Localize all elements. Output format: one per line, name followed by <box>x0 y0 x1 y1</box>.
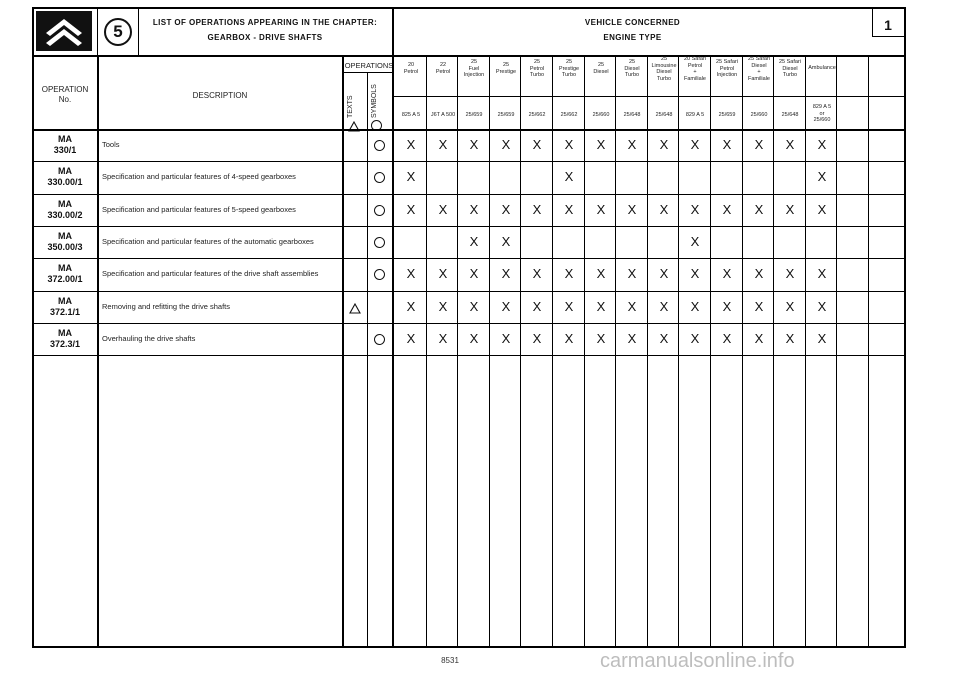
applicability-mark: X <box>501 299 511 314</box>
operation-description: Specification and particular features of 5-speed gearboxes <box>102 205 296 214</box>
brand-logo <box>36 11 92 51</box>
row-divider <box>32 194 906 195</box>
applicability-mark: X <box>817 202 827 217</box>
applicability-mark: X <box>817 331 827 346</box>
engine-type: 825 A 5 <box>401 112 421 118</box>
applicability-mark: X <box>564 299 574 314</box>
applicability-mark: X <box>406 137 416 152</box>
applicability-mark: X <box>722 331 732 346</box>
engine-type: J6T A 500 <box>430 112 456 118</box>
applicability-mark: X <box>627 331 637 346</box>
applicability-mark: X <box>659 331 669 346</box>
applicability-mark: X <box>532 137 542 152</box>
texts-col-header: TEXTS <box>347 95 354 118</box>
header-rule <box>392 96 904 97</box>
applicability-mark: X <box>722 299 732 314</box>
applicability-mark: X <box>785 266 795 281</box>
engine-type: 25/662 <box>560 112 578 118</box>
applicability-mark: X <box>564 331 574 346</box>
applicability-mark: X <box>690 202 700 217</box>
right-title-line2: ENGINE TYPE <box>603 33 662 42</box>
applicability-mark: X <box>690 331 700 346</box>
vehicle-name: 20 Safari Petrol + Familiale <box>683 56 706 82</box>
header-rule <box>32 129 906 131</box>
column-divider <box>367 72 368 646</box>
operation-description: Specification and particular features of the automatic gearboxes <box>102 237 314 246</box>
applicability-mark: X <box>406 331 416 346</box>
applicability-mark: X <box>501 202 511 217</box>
applicability-mark: X <box>785 299 795 314</box>
applicability-mark: X <box>532 202 542 217</box>
header-divider <box>97 9 98 55</box>
row-divider <box>32 226 906 227</box>
applicability-mark: X <box>754 299 764 314</box>
applicability-mark: X <box>659 137 669 152</box>
circle-symbol-icon <box>374 237 385 248</box>
applicability-mark: X <box>406 266 416 281</box>
applicability-mark: X <box>722 137 732 152</box>
applicability-mark: X <box>532 299 542 314</box>
applicability-mark: X <box>754 266 764 281</box>
operation-code: MA 330/1 <box>53 134 77 155</box>
operation-description: Specification and particular features of 4-speed gearboxes <box>102 172 296 181</box>
applicability-mark: X <box>722 202 732 217</box>
watermark-text: carmanualsonline.info <box>600 650 795 672</box>
operation-code: MA 330.00/1 <box>47 166 83 187</box>
operation-code: MA 350.00/3 <box>47 231 83 252</box>
vehicle-name: 25 Prestige <box>495 62 517 75</box>
applicability-mark: X <box>469 234 479 249</box>
applicability-mark: X <box>659 266 669 281</box>
applicability-mark: X <box>690 234 700 249</box>
circle-symbol-icon <box>374 269 385 280</box>
vehicle-name: 25 Prestige Turbo <box>558 59 580 78</box>
applicability-mark: X <box>501 331 511 346</box>
operation-code: MA 372.1/1 <box>49 296 81 317</box>
footer-code: 8531 <box>441 656 459 665</box>
applicability-mark: X <box>596 299 606 314</box>
applicability-mark: X <box>469 202 479 217</box>
applicability-mark: X <box>406 202 416 217</box>
engine-type: 829 A 5 <box>685 112 705 118</box>
page-number: 1 <box>884 17 892 33</box>
applicability-mark: X <box>501 234 511 249</box>
engine-type: 25/648 <box>655 112 673 118</box>
applicability-mark: X <box>501 266 511 281</box>
applicability-mark: X <box>469 137 479 152</box>
applicability-mark: X <box>532 331 542 346</box>
column-divider <box>342 55 344 646</box>
engine-type: 25/660 <box>592 112 610 118</box>
applicability-mark: X <box>438 266 448 281</box>
chevron-logo-icon <box>36 11 92 51</box>
operation-code: MA 330.00/2 <box>47 199 83 220</box>
applicability-mark: X <box>754 331 764 346</box>
triangle-symbol-icon <box>349 301 361 319</box>
applicability-mark: X <box>564 266 574 281</box>
applicability-mark: X <box>564 169 574 184</box>
column-divider <box>392 55 394 646</box>
applicability-mark: X <box>690 266 700 281</box>
applicability-mark: X <box>596 202 606 217</box>
applicability-mark: X <box>627 299 637 314</box>
vehicle-name: 25 Safari Petrol Injection <box>715 59 738 78</box>
engine-type: 25/648 <box>781 112 799 118</box>
circle-symbol-icon <box>374 205 385 216</box>
applicability-mark: X <box>785 137 795 152</box>
applicability-mark: X <box>438 202 448 217</box>
applicability-mark: X <box>596 266 606 281</box>
applicability-mark: X <box>564 202 574 217</box>
applicability-mark: X <box>469 266 479 281</box>
header-divider <box>138 9 139 55</box>
triangle-symbol-icon <box>348 119 360 137</box>
applicability-mark: X <box>501 137 511 152</box>
engine-type: 25/659 <box>465 112 483 118</box>
operation-description: Removing and refitting the drive shafts <box>102 302 230 311</box>
row-divider <box>32 323 906 324</box>
vehicle-name: 25 Petrol Turbo <box>529 59 545 78</box>
applicability-mark: X <box>627 137 637 152</box>
applicability-mark: X <box>596 331 606 346</box>
operation-description: Specification and particular features of the drive shaft assemblies <box>102 269 319 278</box>
applicability-mark: X <box>817 299 827 314</box>
applicability-mark: X <box>438 137 448 152</box>
operations-col-header: OPERATIONS <box>344 61 394 70</box>
engine-type: 25/659 <box>718 112 736 118</box>
right-title-line1: VEHICLE CONCERNED <box>584 18 681 27</box>
vehicle-name: 25 Fuel Injection <box>463 59 485 78</box>
operation-col-header: OPERATION No. <box>41 85 89 104</box>
vehicle-name: 25 Safari Diesel + Familiale <box>747 56 770 82</box>
vehicle-name: 25 Diesel Turbo <box>624 59 640 78</box>
row-divider <box>32 258 906 259</box>
vehicle-name: 25 Limousine Diesel Turbo <box>651 56 677 82</box>
engine-type: 25/659 <box>497 112 515 118</box>
chapter-number: 5 <box>104 18 132 46</box>
left-title-line2: GEARBOX - DRIVE SHAFTS <box>207 33 323 42</box>
applicability-mark: X <box>690 299 700 314</box>
row-divider <box>32 291 906 292</box>
left-title-line1: LIST OF OPERATIONS APPEARING IN THE CHAPTER: <box>152 18 378 27</box>
circle-symbol-icon <box>374 334 385 345</box>
row-divider <box>32 161 906 162</box>
applicability-mark: X <box>785 331 795 346</box>
row-divider <box>32 355 906 356</box>
applicability-mark: X <box>627 266 637 281</box>
applicability-mark: X <box>659 202 669 217</box>
vehicle-name: 25 Diesel <box>593 62 609 75</box>
applicability-mark: X <box>438 299 448 314</box>
engine-type: 829 A 5 or 25/660 <box>812 104 832 123</box>
applicability-mark: X <box>817 169 827 184</box>
vehicle-name: 25 Safari Diesel Turbo <box>778 59 801 78</box>
applicability-mark: X <box>690 137 700 152</box>
applicability-mark: X <box>817 266 827 281</box>
applicability-mark: X <box>406 299 416 314</box>
column-divider <box>97 55 99 646</box>
header-rule <box>342 72 392 73</box>
circle-symbol-icon <box>374 172 385 183</box>
applicability-mark: X <box>469 331 479 346</box>
applicability-mark: X <box>469 299 479 314</box>
operation-description: Overhauling the drive shafts <box>102 334 196 343</box>
applicability-mark: X <box>627 202 637 217</box>
applicability-mark: X <box>406 169 416 184</box>
applicability-mark: X <box>596 137 606 152</box>
engine-type: 25/648 <box>623 112 641 118</box>
operation-description: Tools <box>102 140 120 149</box>
applicability-mark: X <box>754 202 764 217</box>
operation-code: MA 372.00/1 <box>47 263 83 284</box>
applicability-mark: X <box>722 266 732 281</box>
applicability-mark: X <box>659 299 669 314</box>
vehicle-name: 20 Petrol <box>403 62 419 75</box>
engine-type: 25/662 <box>528 112 546 118</box>
applicability-mark: X <box>785 202 795 217</box>
symbols-col-header: SYMBOLS <box>371 84 378 118</box>
page-frame <box>32 7 906 648</box>
operation-code: MA 372.3/1 <box>49 328 81 349</box>
applicability-mark: X <box>564 137 574 152</box>
header-divider <box>392 9 394 55</box>
vehicle-name: Ambulance <box>808 65 836 71</box>
circle-symbol-icon <box>374 140 385 151</box>
applicability-mark: X <box>817 137 827 152</box>
applicability-mark: X <box>438 331 448 346</box>
vehicle-name: 22 Petrol <box>435 62 451 75</box>
engine-type: 25/660 <box>750 112 768 118</box>
column-divider <box>868 55 869 646</box>
applicability-mark: X <box>532 266 542 281</box>
applicability-mark: X <box>754 137 764 152</box>
description-col-header: DESCRIPTION <box>192 91 248 100</box>
